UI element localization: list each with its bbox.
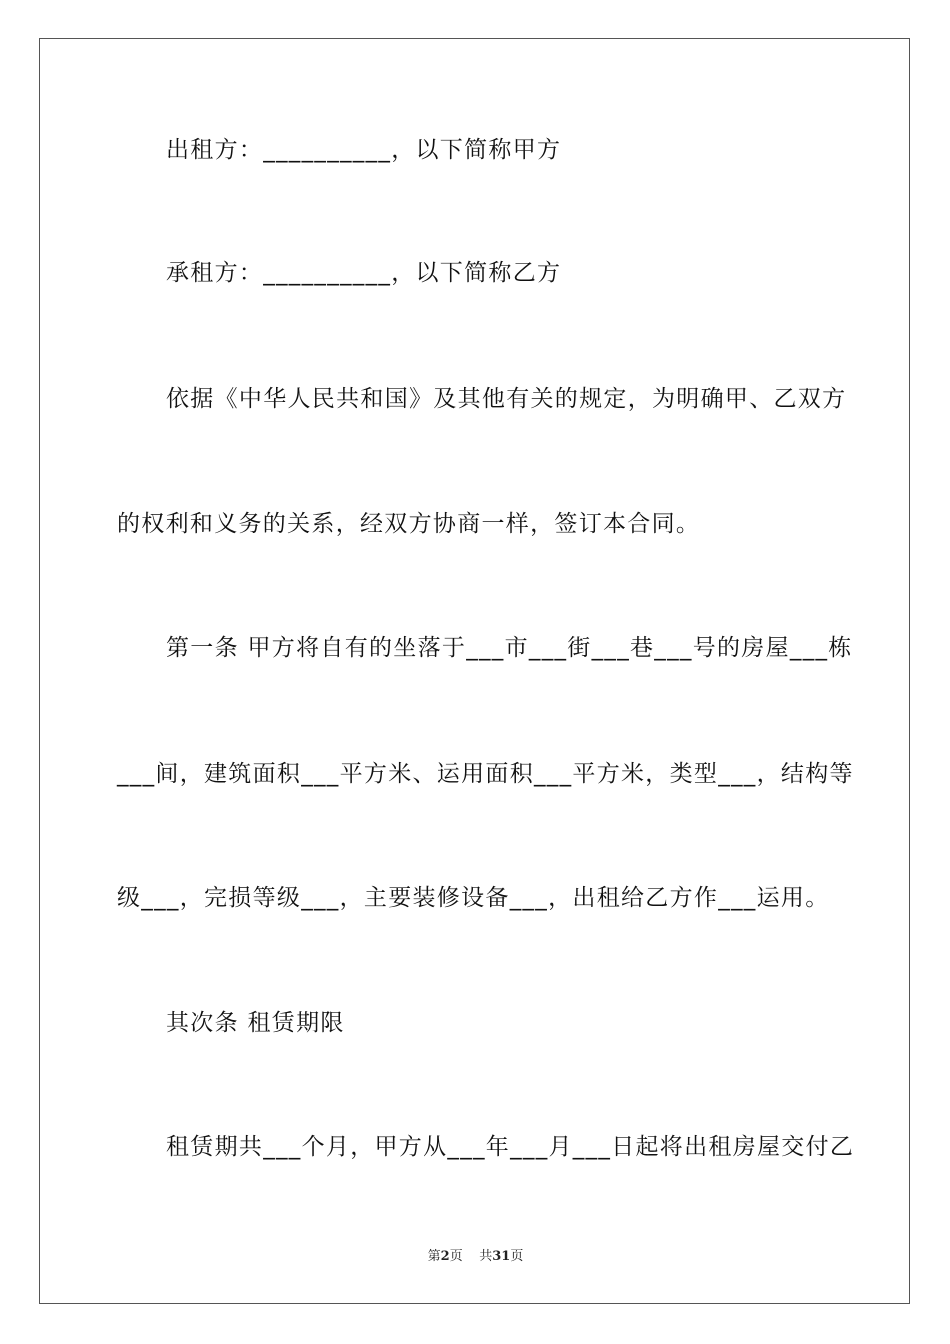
- article-2-line-1: 租赁期共___个月，甲方从___年___月___日起将出租房屋交付乙: [166, 1134, 855, 1160]
- article-1-line-3: 级___，完损等级___，主要装修设备___，出租给乙方作___运用。: [117, 885, 830, 911]
- current-page-number: 2: [440, 1249, 450, 1264]
- page-suffix: 页: [510, 1249, 524, 1264]
- lessee-line: 承租方：__________，以下简称乙方: [166, 260, 562, 286]
- document-page: [39, 38, 910, 1304]
- page-prefix: 第: [427, 1249, 441, 1264]
- article-2-heading: 其次条 租赁期限: [166, 1010, 345, 1036]
- page-mid-text: 页 共: [449, 1249, 493, 1264]
- preamble-line-1: 依据《中华人民共和国》及其他有关的规定，为明确甲、乙双方: [166, 386, 847, 412]
- total-page-number: 31: [492, 1249, 511, 1264]
- article-1-line-2: ___间，建筑面积___平方米、运用面积___平方米，类型___，结构等: [117, 761, 854, 787]
- preamble-line-2: 的权利和义务的关系，经双方协商一样，签订本合同。: [117, 511, 701, 537]
- page-number-footer: [40, 1245, 911, 1264]
- lessor-line: 出租方：__________，以下简称甲方: [166, 137, 562, 163]
- article-1-line-1: 第一条 甲方将自有的坐落于___市___街___巷___号的房屋___栋: [166, 635, 853, 661]
